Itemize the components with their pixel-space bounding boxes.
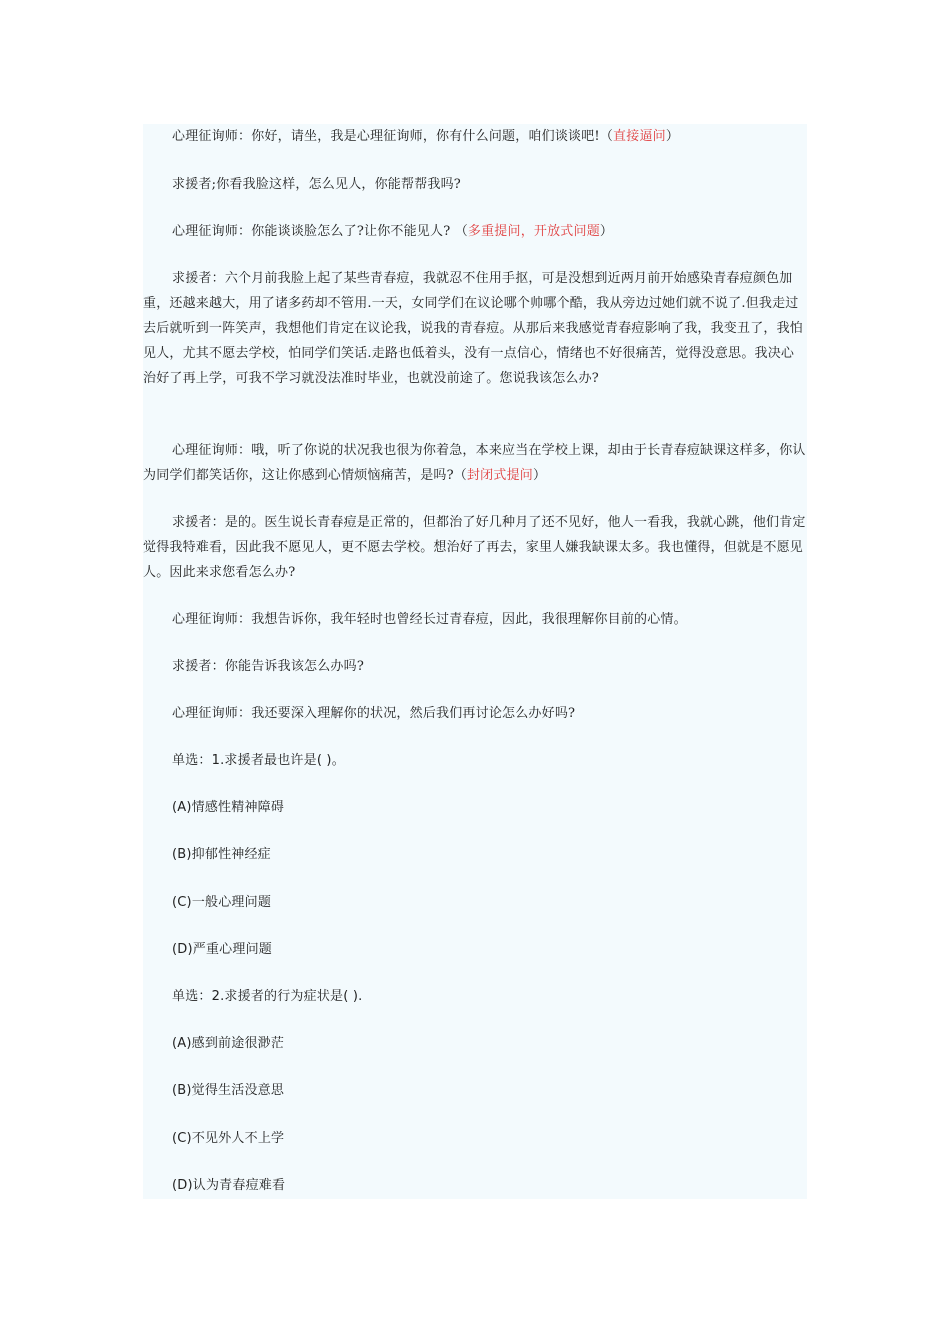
dialogue-counselor-greeting: 心理征询师：你好，请坐，我是心理征询师，你有什么问题，咱们谈谈吧!（直接逼问） — [172, 129, 680, 144]
question-2-stem: 单选：2.求援者的行为症状是( ). — [172, 989, 363, 1004]
speaker-label: 求援者 — [172, 177, 212, 192]
speaker-label: 求援者 — [172, 515, 212, 530]
content-panel — [143, 124, 807, 1199]
question-1-stem: 单选：1.求援者最也许是( )。 — [172, 753, 345, 768]
question-1-option-d: (D)严重心理问题 — [172, 942, 272, 957]
dialogue-text: 是的。医生说长青春痘是正常的，但都治了好几种月了还不见好，他人一看我，我就心跳，他们肯定觉得我特难看，因此我不愿见人，更不愿去学校。想治好了再去，家里人嫌我缺课太多。我也懂得，但就是不愿见人。因此来求您看怎么办? — [143, 515, 806, 580]
question-2-option-a: (A)感到前途很渺茫 — [172, 1036, 285, 1051]
question-2-option-c: (C)不见外人不上学 — [172, 1131, 285, 1146]
speaker-label: 心理征询师 — [172, 443, 239, 458]
dialogue-client-1: 求援者;你看我脸这样，怎么见人，你能帮帮我吗? — [172, 177, 461, 192]
dialogue-counselor-2: 心理征询师：你能谈谈脸怎么了?让你不能见人? （多重提问，开放式问题） — [172, 224, 614, 239]
dialogue-text: 你好，请坐，我是心理征询师，你有什么问题，咱们谈谈吧!（ — [251, 129, 614, 144]
dialogue-text: 你能谈谈脸怎么了?让你不能见人? （ — [251, 224, 468, 239]
speaker-label: 求援者 — [172, 659, 212, 674]
speaker-label: 求援者 — [172, 271, 212, 286]
speaker-label: 心理征询师 — [172, 129, 239, 144]
question-1-option-b: (B)抑郁性神经症 — [172, 847, 271, 862]
question-1-option-a: (A)情感性精神障碍 — [172, 800, 285, 815]
dialogue-counselor-5: 心理征询师：我还要深入理解你的状况，然后我们再讨论怎么办好吗? — [172, 706, 576, 721]
speaker-label: 心理征询师 — [172, 224, 239, 239]
dialogue-text: 你能告诉我该怎么办吗? — [224, 659, 364, 674]
technique-annotation: 直接逼问 — [613, 129, 666, 144]
dialogue-text: 哦，听了你说的状况我也很为你着急，本来应当在学校上课，却由于长青春痘缺课这样多，你认为同学们都笑话你，这让你感到心情烦恼痛苦，是吗?（ — [143, 443, 806, 483]
dialogue-text: 我想告诉你，我年轻时也曾经长过青春痘，因此，我很理解你目前的心情。 — [251, 612, 687, 627]
dialogue-text: 我还要深入理解你的状况，然后我们再讨论怎么办好吗? — [251, 706, 576, 721]
dialogue-text: 你看我脸这样，怎么见人，你能帮帮我吗? — [216, 177, 461, 192]
technique-annotation: 封闭式提问 — [466, 468, 533, 483]
dialogue-counselor-4: 心理征询师：我想告诉你，我年轻时也曾经长过青春痘，因此，我很理解你目前的心情。 — [172, 612, 687, 627]
question-1-option-c: (C)一般心理问题 — [172, 895, 272, 910]
technique-annotation: 多重提问，开放式问题 — [467, 224, 600, 239]
dialogue-text: 六个月前我脸上起了某些青春痘，我就忍不住用手抠，可是没想到近两月前开始感染青春痘颜色加重，还越来越大，用了诸多药却不管用.一天，女同学们在议论哪个帅哪个酷，我从旁边过她们就不说了.但我走过去后就听到一阵笑声，我想他们肯定在议论我，说我的青春痘。从那后来我感觉青春痘影响了我，我变丑了，我怕见人，尤其不愿去学校，怕同学们笑话.走路也低着头，没有一点信心，情绪也不好很痛苦，觉得没意思。我决心治好了再上学，可我不学习就没法准时毕业，也就没前途了。您说我该怎么办? — [143, 271, 804, 386]
dialogue-client-3: 求援者：是的。医生说长青春痘是正常的，但都治了好几种月了还不见好，他人一看我，我就心跳，他们肯定觉得我特难看，因此我不愿见人，更不愿去学校。想治好了再去，家里人嫌我缺课太多。我也懂得，但就是不愿见人。因此来求您看怎么办? — [143, 515, 806, 580]
dialogue-client-4: 求援者：你能告诉我该怎么办吗? — [172, 659, 364, 674]
question-2-option-d: (D)认为青春痘难看 — [172, 1178, 286, 1193]
dialogue-client-2: 求援者：六个月前我脸上起了某些青春痘，我就忍不住用手抠，可是没想到近两月前开始感染青春痘颜色加重，还越来越大，用了诸多药却不管用.一天，女同学们在议论哪个帅哪个酷，我从旁边过她们就不说了.但我走过去后就听到一阵笑声，我想他们肯定在议论我，说我的青春痘。从那后来我感觉青春痘影响了我，我变丑了，我怕见人，尤其不愿去学校，怕同学们笑话.走路也低着头，没有一点信心，情绪也不好很痛苦，觉得没意思。我决心治好了再上学，可我不学习就没法准时毕业，也就没前途了。您说我该怎么办? — [143, 271, 804, 386]
question-2-option-b: (B)觉得生活没意思 — [172, 1083, 285, 1098]
speaker-label: 心理征询师 — [172, 612, 239, 627]
dialogue-counselor-3: 心理征询师：哦，听了你说的状况我也很为你着急，本来应当在学校上课，却由于长青春痘缺课这样多，你认为同学们都笑话你，这让你感到心情烦恼痛苦，是吗?（封闭式提问） — [143, 443, 806, 483]
speaker-label: 心理征询师 — [172, 706, 239, 721]
